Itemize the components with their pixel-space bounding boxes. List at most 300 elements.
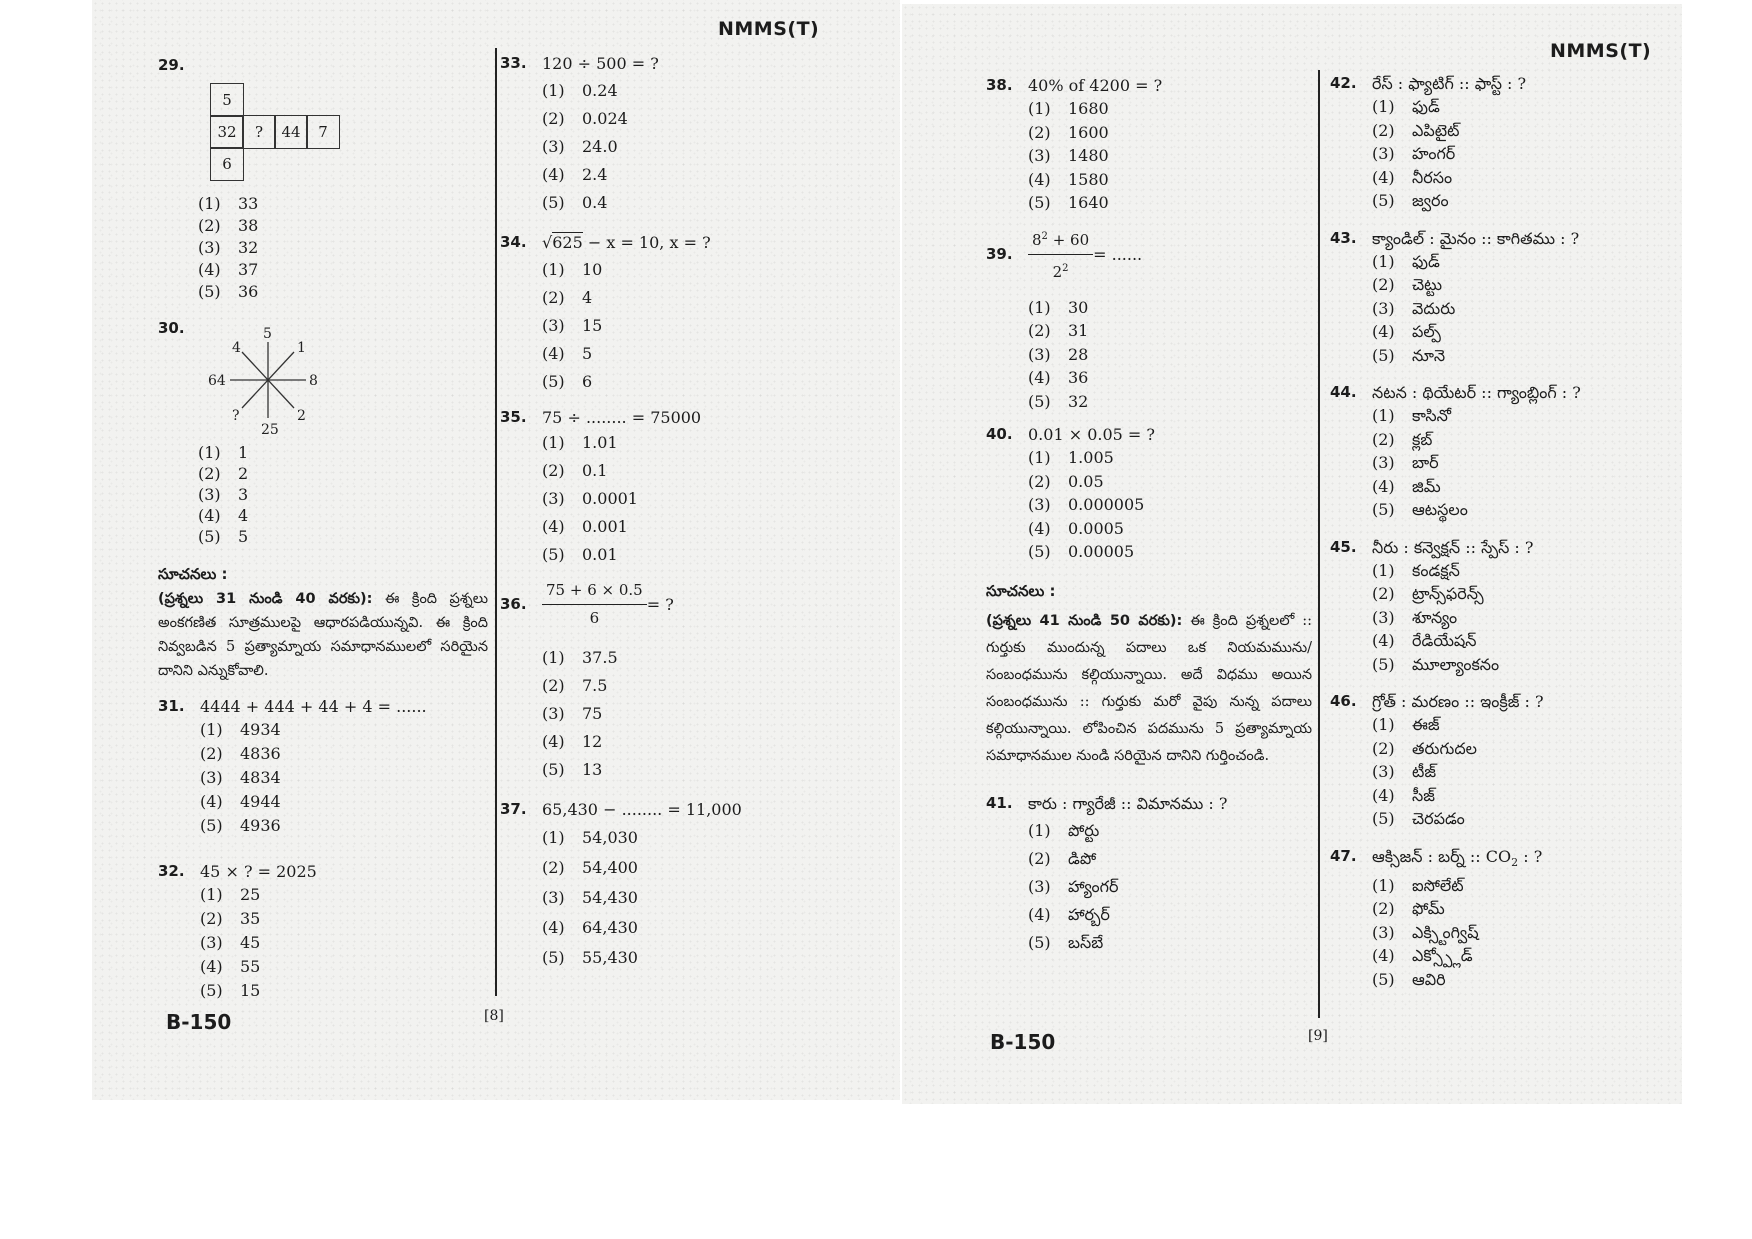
page-number-right: [9] xyxy=(1308,1028,1328,1044)
option-label: (5) xyxy=(1372,969,1395,989)
option-value: శూన్యం xyxy=(1412,607,1458,627)
answer-option xyxy=(198,484,488,505)
option-label: (4) xyxy=(1372,322,1395,341)
options-list xyxy=(198,442,488,547)
option-label: (2) xyxy=(1028,471,1051,491)
answer-option xyxy=(542,823,800,853)
instructions-range: (ప్రశ్నలు 31 నుండి 40 వరకు): xyxy=(158,591,373,607)
answer-option xyxy=(198,505,488,526)
figure-label: 2 xyxy=(297,408,306,424)
answer-option xyxy=(1372,273,1670,297)
question-35 xyxy=(500,406,800,569)
options-list xyxy=(542,77,800,217)
option-label: (1) xyxy=(200,720,223,739)
answer-option xyxy=(1372,498,1670,522)
question-text: 4444 + 444 + 44 + 4 = ...... xyxy=(200,697,427,716)
option-label: (2) xyxy=(542,858,565,877)
question-number: 46. xyxy=(1330,692,1357,710)
answer-option xyxy=(1372,166,1670,190)
option-value: టీజ్ xyxy=(1412,762,1437,781)
answer-option xyxy=(1372,404,1670,428)
answer-option xyxy=(1028,517,1312,541)
option-value: నూనె xyxy=(1412,345,1446,365)
option-label: (3) xyxy=(198,485,221,504)
answer-option xyxy=(1028,296,1312,320)
question-number: 44. xyxy=(1330,383,1357,401)
answer-option xyxy=(542,672,800,700)
answer-option xyxy=(1028,845,1312,873)
instructions-31-40 xyxy=(158,565,488,683)
option-label: (4) xyxy=(542,517,565,536)
question-text: నటన : థియేటర్ :: గ్యాంబ్లింగ్ : ? xyxy=(1372,383,1581,402)
answer-option xyxy=(1372,95,1670,119)
option-value: 0.0001 xyxy=(582,489,638,508)
option-value: 4836 xyxy=(240,744,281,763)
option-label: (4) xyxy=(1372,785,1395,805)
option-label: (3) xyxy=(1372,762,1395,781)
header-right: NMMS(T) xyxy=(1550,40,1652,62)
option-label: (3) xyxy=(1372,453,1395,472)
answer-option xyxy=(1028,191,1312,215)
option-label: (3) xyxy=(200,933,223,952)
option-value: 13 xyxy=(582,760,603,779)
option-value: హంగర్ xyxy=(1412,144,1456,163)
option-label: (4) xyxy=(198,260,221,279)
option-value: 37 xyxy=(238,260,259,279)
option-value: 2 xyxy=(238,464,249,483)
answer-option xyxy=(542,368,800,396)
fraction xyxy=(542,579,647,630)
figure-label: 64 xyxy=(208,373,226,389)
question-number: 45. xyxy=(1330,537,1357,556)
option-label: (5) xyxy=(542,372,565,391)
option-label: (3) xyxy=(542,888,565,907)
option-label: (1) xyxy=(542,648,565,667)
answer-option xyxy=(1372,344,1670,368)
answer-option xyxy=(198,237,488,259)
answer-option xyxy=(1028,168,1312,192)
question-text: √625 − x = 10, x = ? xyxy=(542,233,711,252)
answer-option xyxy=(198,193,488,215)
option-value: ఆవిరి xyxy=(1412,969,1446,989)
grid-cell: 44 xyxy=(274,115,308,149)
option-value: 0.1 xyxy=(582,461,608,480)
figure-label: 25 xyxy=(261,422,279,436)
option-value: కాసినో xyxy=(1412,406,1451,425)
question-text: గ్రోత్ : మరణం :: ఇంక్రీజ్ : ? xyxy=(1372,692,1544,711)
answer-option xyxy=(542,756,800,784)
option-label: (2) xyxy=(542,288,565,307)
question-40 xyxy=(986,423,1312,564)
answer-option xyxy=(542,105,800,133)
option-label: (2) xyxy=(1028,122,1051,142)
answer-option xyxy=(198,281,488,303)
header-left: NMMS(T) xyxy=(718,18,820,40)
answer-option xyxy=(200,742,488,766)
option-label: (1) xyxy=(1028,448,1051,467)
option-label: (3) xyxy=(1372,144,1395,163)
grid-cell: 5 xyxy=(210,83,244,117)
option-value: రేడియేషన్ xyxy=(1412,631,1477,650)
numerator-rest: + 60 xyxy=(1047,230,1090,249)
option-value: 1 xyxy=(238,443,249,462)
answer-option xyxy=(542,943,800,973)
question-number: 31. xyxy=(158,697,185,715)
option-label: (5) xyxy=(1372,191,1395,210)
option-value: 10 xyxy=(582,260,603,279)
grid-cell: 6 xyxy=(210,147,244,181)
option-value: 3 xyxy=(238,485,249,504)
option-label: (4) xyxy=(1028,518,1051,538)
option-value: 0.00005 xyxy=(1068,542,1135,561)
option-label: (5) xyxy=(198,527,221,546)
option-label: (4) xyxy=(198,506,221,525)
answer-option xyxy=(200,718,488,742)
option-value: 12 xyxy=(582,732,603,751)
option-label: (1) xyxy=(1028,99,1051,118)
option-label: (3) xyxy=(542,489,565,508)
option-label: (4) xyxy=(200,957,223,976)
option-value: ఎక్స్టింగ్విష్ xyxy=(1412,922,1479,942)
column-divider-right xyxy=(1318,70,1320,1018)
answer-option xyxy=(1372,189,1670,213)
answer-option xyxy=(542,256,800,284)
answer-option xyxy=(1028,540,1312,564)
question-29 xyxy=(158,54,488,303)
denominator: 6 xyxy=(589,609,600,627)
question-number: 47. xyxy=(1330,846,1357,865)
answer-option xyxy=(1028,366,1312,390)
answer-option xyxy=(542,429,800,457)
question-number: 33. xyxy=(500,54,527,72)
option-value: 33 xyxy=(238,194,259,213)
option-label: (2) xyxy=(542,109,565,128)
option-label: (4) xyxy=(542,344,565,363)
answer-option xyxy=(1372,475,1670,499)
option-value: 4936 xyxy=(240,816,281,835)
option-label: (1) xyxy=(198,443,221,462)
answer-option xyxy=(200,790,488,814)
figure-label: 8 xyxy=(309,373,318,389)
option-value: 1.01 xyxy=(582,433,618,452)
numerator xyxy=(1028,225,1093,255)
question-39 xyxy=(986,225,1312,414)
answer-option xyxy=(1372,582,1670,606)
answer-option xyxy=(542,700,800,728)
answer-option xyxy=(200,907,488,931)
option-value: ఈజ్ xyxy=(1412,715,1440,734)
option-label: (4) xyxy=(542,732,565,751)
option-value: 4 xyxy=(582,288,593,307)
answer-option xyxy=(542,913,800,943)
answer-option xyxy=(542,728,800,756)
option-value: సీజ్ xyxy=(1412,785,1435,805)
denominator xyxy=(1053,255,1069,284)
option-value: 1480 xyxy=(1068,146,1109,165)
option-value: 1680 xyxy=(1068,99,1109,118)
option-value: 6 xyxy=(582,372,593,391)
option-label: (4) xyxy=(1028,368,1051,387)
denominator-base: 2 xyxy=(1052,262,1063,281)
instructions-body xyxy=(986,608,1312,770)
answer-option xyxy=(1028,97,1312,121)
option-value: 55,430 xyxy=(582,948,638,967)
grid-cell: 32 xyxy=(210,115,244,149)
option-label: (5) xyxy=(1028,193,1051,212)
option-value: 54,430 xyxy=(582,888,638,907)
instructions-text: ఈ క్రింది ప్రశ్నలలో :: గుర్తుకు ముందున్న పదాలు ఒక నియమమును/సంబంధమును కల్గియున్నాయి. అదే విధము అయిన సంబంధమును :: గుర్తుకు మరో వైపు నున్న పదాలు కల్గియున్నాయి. లోపించిన పదమును 5 ప్రత్యామ్నాయ సమాధానముల నుండి సరియైన దానిని గుర్తించండి. xyxy=(986,612,1312,764)
option-label: (2) xyxy=(542,676,565,695)
option-value: 54,030 xyxy=(582,828,638,847)
column-1 xyxy=(158,54,488,1003)
answer-option xyxy=(1028,121,1312,145)
figure-label: 1 xyxy=(297,340,306,356)
question-text xyxy=(1372,845,1542,874)
answer-option xyxy=(1028,343,1312,367)
option-label: (2) xyxy=(542,461,565,480)
figure-label: 5 xyxy=(263,326,272,342)
options-list xyxy=(542,823,800,973)
option-value: 7.5 xyxy=(582,676,608,695)
booklet-code-left: B-150 xyxy=(166,1010,232,1034)
answer-option xyxy=(1028,446,1312,470)
answer-option xyxy=(1372,629,1670,653)
option-label: (2) xyxy=(1372,429,1395,449)
option-label: (5) xyxy=(542,545,565,564)
option-value: 75 xyxy=(582,704,603,723)
option-value: 4934 xyxy=(240,720,281,739)
answer-option xyxy=(542,312,800,340)
question-text: 65,430 − ........ = 11,000 xyxy=(542,800,742,819)
option-value: 15 xyxy=(582,316,603,335)
option-label: (4) xyxy=(1372,631,1395,650)
option-value: 1.005 xyxy=(1068,448,1114,467)
answer-option xyxy=(1372,897,1670,921)
question-46 xyxy=(1330,690,1670,831)
option-value: 32 xyxy=(1068,391,1089,411)
option-label: (2) xyxy=(1372,584,1395,603)
options-list xyxy=(1028,446,1312,564)
answer-option xyxy=(1372,737,1670,761)
option-label: (5) xyxy=(542,760,565,779)
option-value: ఆటస్థలం xyxy=(1412,500,1468,519)
answer-option xyxy=(542,485,800,513)
answer-option xyxy=(542,340,800,368)
instructions-body xyxy=(158,587,488,683)
answer-option xyxy=(1028,873,1312,901)
answer-option xyxy=(1372,559,1670,583)
answer-option xyxy=(1372,760,1670,784)
option-value: బార్ xyxy=(1412,453,1439,472)
question-text: కారు : గ్యారేజీ :: విమానము : ? xyxy=(1028,793,1228,813)
option-value: 37.5 xyxy=(582,648,618,667)
option-value: 2.4 xyxy=(582,165,608,184)
option-label: (1) xyxy=(1028,297,1051,317)
option-label: (4) xyxy=(1372,167,1395,187)
option-value: జ్వరం xyxy=(1412,191,1449,210)
answer-option xyxy=(542,284,800,312)
column-4 xyxy=(1330,72,1670,991)
denominator-exponent: 2 xyxy=(1062,262,1069,274)
booklet-code-right: B-150 xyxy=(990,1030,1056,1054)
option-value: 0.01 xyxy=(582,545,618,564)
answer-option xyxy=(1372,944,1670,968)
answer-option xyxy=(1372,653,1670,677)
answer-option xyxy=(1372,320,1670,344)
question-number: 29. xyxy=(158,56,185,74)
answer-option xyxy=(1028,390,1312,414)
instructions-title: సూచనలు : xyxy=(158,565,228,583)
subscript: 2 xyxy=(1511,855,1519,869)
option-value: 45 xyxy=(240,933,261,952)
instructions-title: సూచనలు : xyxy=(986,581,1056,600)
question-number: 30. xyxy=(158,319,185,337)
question-text: 120 ÷ 500 = ? xyxy=(542,54,659,73)
answer-option xyxy=(1028,470,1312,494)
numerator-base: 8 xyxy=(1032,230,1042,249)
column-2 xyxy=(500,52,800,973)
option-label: (2) xyxy=(1372,738,1395,758)
option-value: 1580 xyxy=(1068,169,1109,189)
answer-option xyxy=(1372,451,1670,475)
star-figure xyxy=(200,324,400,436)
instructions-text: ఈ క్రింది ప్రశ్నలు అంకగణిత సూత్రములపై ఆధారపడియున్నవి. ఈ క్రింది నివ్వబడిన 5 ప్రత్యామ్నాయ సమాధానములలో సరియైన దానిని ఎన్నుకోవాలి. xyxy=(158,591,488,679)
option-label: (3) xyxy=(1372,607,1395,627)
option-value: 36 xyxy=(238,282,259,301)
question-number: 36. xyxy=(500,595,527,613)
option-label: (3) xyxy=(198,238,221,257)
option-label: (1) xyxy=(198,194,221,213)
option-label: (5) xyxy=(1028,542,1051,561)
question-41 xyxy=(986,792,1312,957)
question-number: 43. xyxy=(1330,228,1357,247)
answer-option xyxy=(542,883,800,913)
option-value: మూల్యాంకనం xyxy=(1412,654,1500,674)
answer-option xyxy=(1372,968,1670,992)
option-label: (5) xyxy=(1028,391,1051,411)
answer-option xyxy=(542,161,800,189)
option-label: (1) xyxy=(542,260,565,279)
option-value: 4944 xyxy=(240,792,281,811)
option-label: (1) xyxy=(542,81,565,100)
options-list xyxy=(542,644,800,784)
answer-option xyxy=(198,442,488,463)
equation-rest: − x = 10, x = ? xyxy=(582,233,711,252)
equation-tail: = ? xyxy=(646,595,674,614)
question-37 xyxy=(500,798,800,973)
answer-option xyxy=(1372,874,1670,898)
question-number: 34. xyxy=(500,233,527,251)
answer-option xyxy=(200,814,488,838)
option-value: 0.024 xyxy=(582,109,628,128)
option-value: 4834 xyxy=(240,768,281,787)
option-label: (1) xyxy=(200,885,223,904)
option-label: (5) xyxy=(1372,809,1395,828)
question-number: 38. xyxy=(986,76,1013,94)
options-list xyxy=(1372,250,1670,368)
option-value: 1600 xyxy=(1068,122,1109,142)
question-text: 45 × ? = 2025 xyxy=(200,862,317,881)
option-value: 25 xyxy=(240,885,261,904)
answer-option xyxy=(1372,606,1670,630)
option-value: కండక్షన్ xyxy=(1412,560,1460,580)
option-label: (3) xyxy=(1028,876,1051,896)
option-label: (3) xyxy=(200,768,223,787)
options-list xyxy=(542,256,800,396)
numerator-exponent: 2 xyxy=(1041,230,1048,242)
options-list xyxy=(1372,874,1670,992)
option-label: (4) xyxy=(542,918,565,937)
question-text: నీరు : కన్వెక్షన్ :: స్పేస్ : ? xyxy=(1372,537,1534,557)
option-value: ఎపిటైట్ xyxy=(1412,120,1460,140)
options-list xyxy=(1372,713,1670,831)
option-label: (5) xyxy=(542,193,565,212)
option-value: 24.0 xyxy=(582,137,618,156)
option-label: (4) xyxy=(1372,946,1395,966)
option-value: 35 xyxy=(240,909,261,928)
option-value: 0.4 xyxy=(582,193,608,212)
option-value: 0.24 xyxy=(582,81,618,100)
option-value: ఫుడ్ xyxy=(1412,251,1440,271)
answer-option xyxy=(1372,921,1670,945)
question-number: 39. xyxy=(986,244,1013,263)
answer-option xyxy=(1028,144,1312,168)
option-label: (2) xyxy=(200,744,223,763)
option-value: 38 xyxy=(238,216,259,235)
question-45 xyxy=(1330,536,1670,677)
option-value: ఎక్స్ప్లోడ్ xyxy=(1412,946,1473,966)
option-value: డిపో xyxy=(1068,848,1097,868)
option-value: బస్‌బే xyxy=(1068,932,1104,952)
option-value: 30 xyxy=(1068,297,1089,317)
question-30 xyxy=(158,317,488,547)
answer-option xyxy=(542,513,800,541)
option-value: 54,400 xyxy=(582,858,638,877)
option-label: (5) xyxy=(1372,654,1395,674)
question-number: 41. xyxy=(986,793,1013,812)
options-list xyxy=(1028,296,1312,414)
options-list xyxy=(200,718,488,838)
option-value: 31 xyxy=(1068,321,1089,340)
answer-option xyxy=(1372,784,1670,808)
option-label: (1) xyxy=(1372,251,1395,271)
options-list xyxy=(1372,559,1670,677)
options-list xyxy=(542,429,800,569)
option-label: (2) xyxy=(1028,321,1051,340)
option-label: (3) xyxy=(1028,495,1051,514)
option-value: 64,430 xyxy=(582,918,638,937)
question-text: రేస్ : ఫ్యాటిగ్ :: ఫాస్ట్ : ? xyxy=(1372,74,1527,93)
question-32 xyxy=(158,860,488,1003)
question-number: 40. xyxy=(986,425,1013,443)
answer-option xyxy=(1372,250,1670,274)
answer-option xyxy=(200,883,488,907)
figure-label: 4 xyxy=(232,340,241,356)
option-value: 55 xyxy=(240,957,261,976)
option-value: చెరపడం xyxy=(1412,809,1465,828)
option-value: నీరసం xyxy=(1412,167,1453,187)
options-list xyxy=(1028,97,1312,215)
page-number-left: [8] xyxy=(484,1008,504,1024)
option-label: (2) xyxy=(200,909,223,928)
option-value: వెదురు xyxy=(1412,298,1456,318)
fraction xyxy=(1028,225,1093,284)
option-value: 1640 xyxy=(1068,193,1109,212)
option-value: 0.05 xyxy=(1068,471,1104,491)
answer-option xyxy=(1028,901,1312,929)
question-38 xyxy=(986,74,1312,215)
answer-option xyxy=(198,463,488,484)
